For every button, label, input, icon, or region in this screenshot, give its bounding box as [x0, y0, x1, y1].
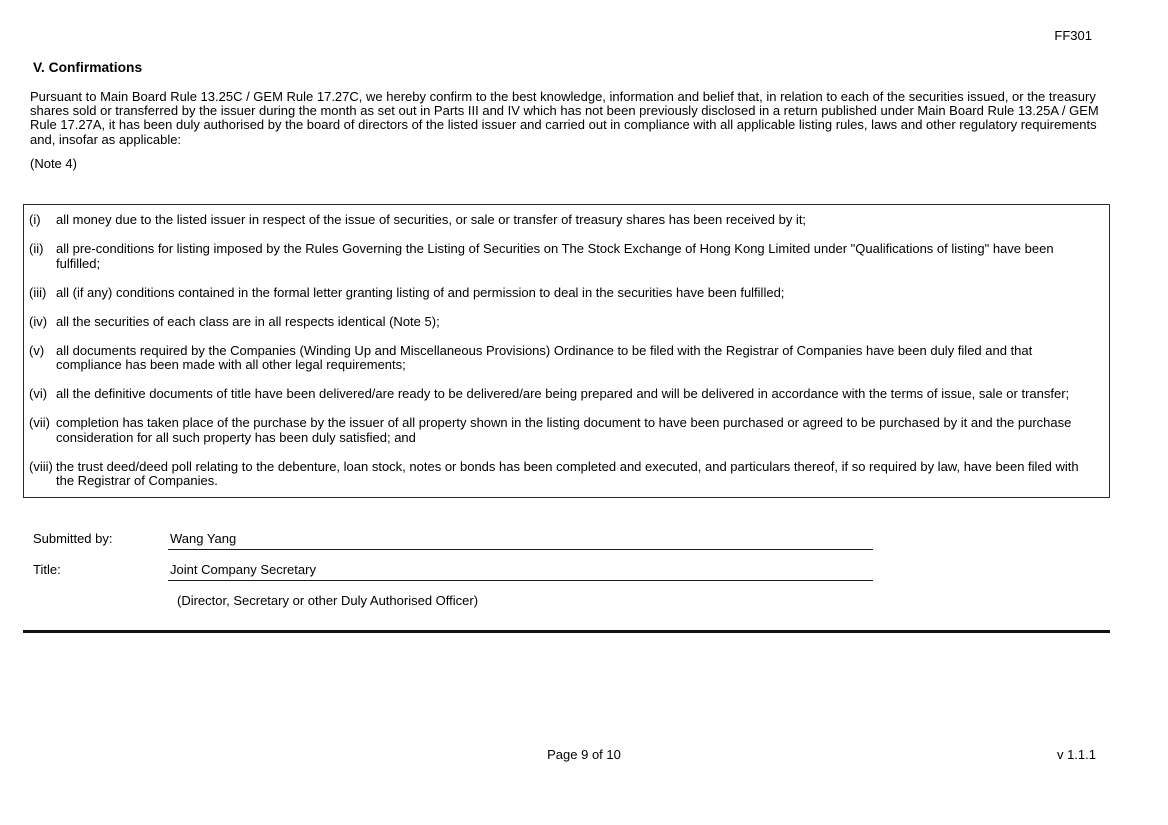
title-label: Title:	[33, 562, 61, 577]
confirmations-box	[23, 204, 1110, 498]
title-row	[33, 562, 874, 581]
confirmation-item	[29, 344, 1097, 373]
confirmation-item	[29, 286, 1097, 301]
confirmation-item-label: (iv)	[29, 313, 48, 329]
confirmation-item-label: (vi)	[29, 386, 48, 401]
intro-paragraph: Pursuant to Main Board Rule 13.25C / GEM Rule 17.27C, we hereby confirm to the best knowledge, information and belief that, in relation to each of the securities issued, or the treasury shares sold or transferred by the issuer during the month as set out in Parts III and IV which has not been previously disclosed in a return published under Main Board Rule 13.25A / GEM Rule 17.27A, it has been duly authorised by the board of directors of the listed issuer and carried out in compliance with all applicable listing rules, laws and other regulatory requirements and, insofar as applicable:	[30, 89, 1099, 147]
confirmation-item	[29, 387, 1097, 402]
confirmation-item-text: all (if any) conditions contained in the formal letter granting listing of and permission to deal in the securities have been fulfilled;	[56, 284, 785, 300]
note-reference: (Note 4)	[30, 156, 77, 171]
confirmation-item-text: all documents required by the Companies (Winding Up and Miscellaneous Provisions) Ordinance to be filed with the Registrar of Companies have been duly filed and that compliance has been made with all other legal requirements;	[56, 342, 1033, 372]
confirmation-item	[29, 242, 1097, 271]
footer-divider	[23, 630, 1110, 633]
confirmation-item-text: all the securities of each class are in all respects identical (Note 5);	[56, 313, 440, 329]
confirmation-item	[29, 416, 1097, 445]
confirmation-item-label: (viii)	[29, 458, 53, 474]
form-code: FF301	[1054, 28, 1092, 43]
confirmation-item-label: (vii)	[29, 415, 50, 430]
submitted-by-row	[33, 531, 874, 550]
title-field[interactable]: Joint Company Secretary	[168, 562, 873, 581]
section-title: V. Confirmations	[33, 60, 143, 75]
confirmation-item-text: all money due to the listed issuer in respect of the issue of securities, or sale or transfer of treasury shares has been received by it;	[56, 212, 807, 227]
confirmation-item-label: (ii)	[29, 241, 44, 256]
confirmation-item	[29, 460, 1097, 489]
confirmation-item-text: all pre-conditions for listing imposed by the Rules Governing the Listing of Securities on The Stock Exchange of Hong Kong Limited under "Qualifications of listing" have been fulfilled;	[56, 241, 1054, 271]
version-label: v 1.1.1	[1056, 747, 1096, 762]
confirmation-item-text: completion has taken place of the purchase by the issuer of all property shown in the listing document to have been purchased or agreed to be purchased by it and the purchase consideration for all such property has been duly satisfied; and	[56, 415, 1072, 445]
page-number: Page 9 of 10	[547, 747, 621, 762]
submitted-by-label: Submitted by:	[33, 531, 113, 546]
submitted-by-field[interactable]: Wang Yang	[168, 531, 873, 550]
submission-section	[33, 531, 874, 608]
confirmation-item-text: the trust deed/deed poll relating to the debenture, loan stock, notes or bonds has been completed and executed, and particulars thereof, if so required by law, have been filed with the Registrar of Companies.	[56, 458, 1079, 488]
confirmation-item-label: (i)	[29, 212, 41, 227]
confirmation-item	[29, 315, 1097, 330]
confirmation-item-text: all the definitive documents of title have been delivered/are ready to be delivered/are being prepared and will be delivered in accordance with the terms of issue, sale or transfer;	[56, 386, 1070, 401]
confirmation-item-label: (v)	[29, 342, 45, 358]
confirmation-item	[29, 213, 1097, 228]
confirmation-item-label: (iii)	[29, 284, 47, 300]
title-hint: (Director, Secretary or other Duly Authorised Officer)	[177, 593, 479, 608]
